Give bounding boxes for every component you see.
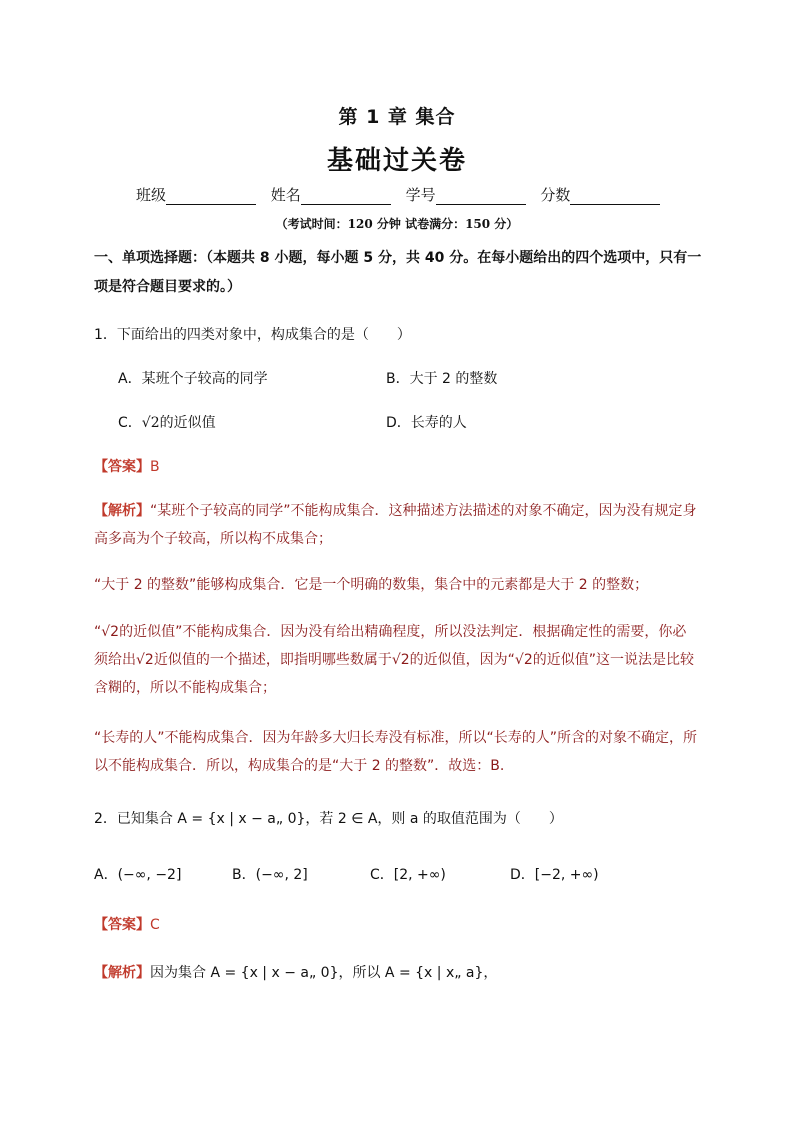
q1-analysis-p4: “长寿的人”不能构成集合．因为年龄多大归长寿没有标准，所以“长寿的人”所含的对象不确定，所以不能构成集合．所以，构成集合的是“大于 2 的整数”．故选：B. — [94, 730, 698, 774]
analysis-text: 因为集合 A = {x | x − a„ 0}，所以 A = {x | x„ a}， — [150, 965, 498, 981]
score-label: 分数 — [540, 186, 571, 204]
id-blank[interactable] — [436, 190, 526, 205]
q2-analysis — [94, 962, 497, 982]
student-info-row — [136, 184, 670, 205]
analysis-text: “某班个子较高的同学”不能构成集合．这种描述方法描述的对象不确定，因为没有规定身高多高为个子较高，所以构不成集合； — [94, 503, 697, 547]
id-label: 学号 — [405, 186, 436, 204]
q1-analysis-p3: “√2的近似值”不能构成集合．因为没有给出精确程度，所以没法判定．根据确定性的需要，你必须给出√2近似值的一个描述，即指明哪些数属于√2的近似值，因为“√2的近似值”这一说法是比较含糊的，所以不能构成集合； — [94, 624, 694, 696]
name-blank[interactable] — [301, 190, 391, 205]
q2-option-a: A．(−∞, −2] — [94, 867, 182, 883]
answer-tag: 【答案】 — [94, 459, 150, 475]
section-heading: 一、单项选择题：（本题共 8 小题，每小题 5 分，共 40 分。在每小题给出的四个选项中，只有一项是符合题目要求的。） — [94, 250, 702, 295]
answer-value: C — [150, 917, 160, 933]
analysis-tag: 【解析】 — [94, 965, 150, 981]
q1-answer — [94, 456, 160, 476]
chapter-heading: 第 1 章 集合 — [338, 106, 456, 128]
q1-option-a: A．某班个子较高的同学 — [118, 371, 268, 387]
q1-analysis-p1 — [94, 497, 700, 553]
question-2-stem: 2．已知集合 A = {x | x − a„ 0}，若 2 ∈ A，则 a 的取值范围为（ ） — [94, 811, 563, 827]
class-label: 班级 — [136, 186, 167, 204]
q1-option-b: B．大于 2 的整数 — [386, 371, 498, 387]
name-label: 姓名 — [270, 186, 301, 204]
page-title: 基础过关卷 — [326, 146, 467, 176]
q1-option-d: D．长寿的人 — [386, 415, 467, 431]
analysis-tag: 【解析】 — [94, 503, 150, 519]
class-blank[interactable] — [166, 190, 256, 205]
q1-analysis-p2: “大于 2 的整数”能够构成集合．它是一个明确的数集，集合中的元素都是大于 2 的整数； — [94, 577, 649, 593]
sqrt2: √2 — [141, 415, 160, 431]
answer-tag: 【答案】 — [94, 917, 150, 933]
q2-option-c: C．[2, +∞) — [370, 867, 446, 883]
q2-option-b: B．(−∞, 2] — [232, 867, 308, 883]
q2-option-d: D．[−2, +∞) — [510, 867, 599, 883]
question-1-stem: 1．下面给出的四类对象中，构成集合的是（ ） — [94, 327, 411, 343]
q1-option-c-prefix: C． — [118, 415, 142, 431]
q1-option-c-suffix: 的近似值 — [159, 415, 216, 431]
answer-value: B — [150, 459, 160, 475]
q1-option-c — [118, 412, 216, 432]
exam-subtitle: （考试时间：120 分钟 试卷满分：150 分） — [275, 217, 519, 231]
score-blank[interactable] — [570, 190, 660, 205]
q2-answer — [94, 914, 160, 934]
